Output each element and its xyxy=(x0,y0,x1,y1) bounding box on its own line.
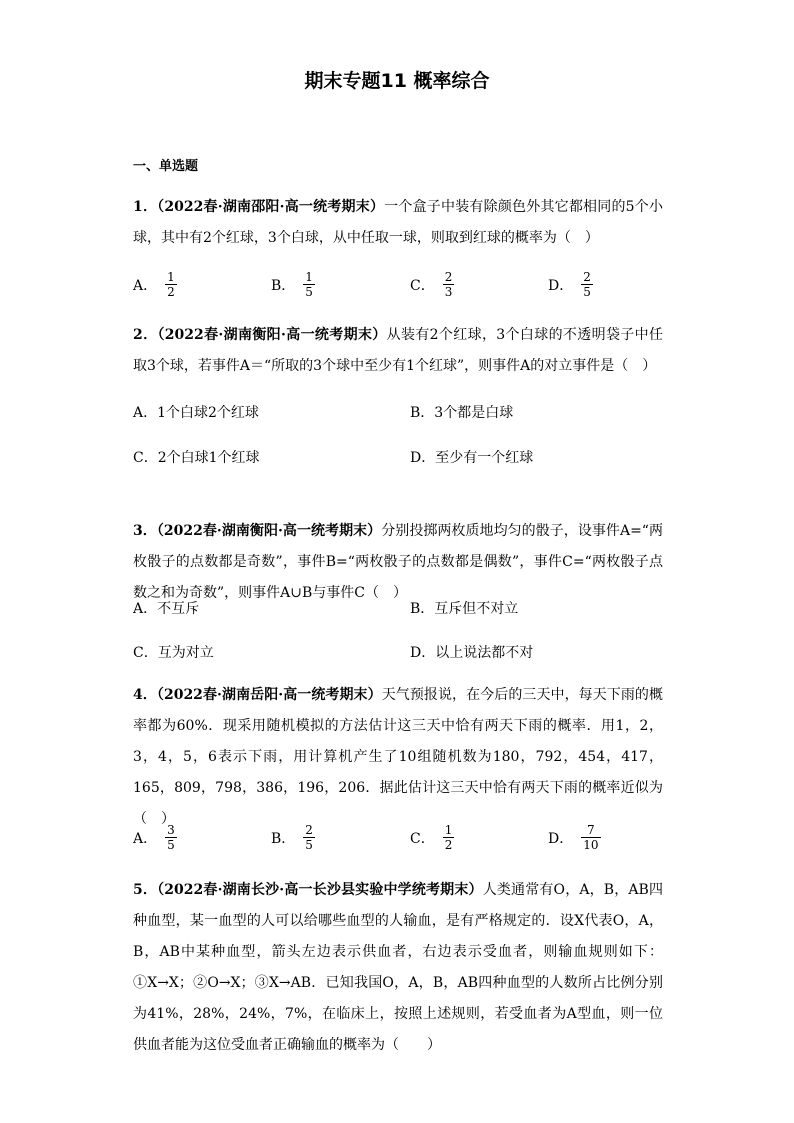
denominator: 2 xyxy=(167,285,175,299)
q1-option-c[interactable] xyxy=(410,270,454,299)
question-2-options xyxy=(133,402,693,472)
fraction xyxy=(165,823,177,852)
q4-option-a[interactable] xyxy=(133,823,177,852)
q3-option-b[interactable]: B．互斥但不对立 xyxy=(410,601,519,617)
q4-option-d[interactable] xyxy=(548,823,601,852)
question-3-number: 3． xyxy=(133,523,157,539)
question-2 xyxy=(133,320,663,382)
numerator: 2 xyxy=(444,270,453,284)
numerator: 7 xyxy=(587,823,595,837)
denominator: 2 xyxy=(444,838,453,852)
numerator: 2 xyxy=(583,270,591,284)
question-4-source: （2022春·湖南岳阳·高一统考期末） xyxy=(156,687,382,703)
question-2-source: （2022春·湖南衡阳·高一统考期末） xyxy=(157,327,387,343)
denominator: 3 xyxy=(444,285,453,299)
q1-option-b[interactable] xyxy=(271,270,315,299)
question-3-options xyxy=(133,598,693,668)
option-label: B． xyxy=(271,830,296,847)
fraction xyxy=(581,270,593,299)
section-heading: 一、单选题 xyxy=(133,159,199,174)
q4-option-c[interactable] xyxy=(410,823,454,852)
question-1-source: （2022春·湖南邵阳·高一统考期末） xyxy=(157,199,385,215)
option-label: D． xyxy=(548,830,574,847)
fraction xyxy=(581,823,600,852)
question-4 xyxy=(133,680,663,835)
q1-option-d[interactable] xyxy=(548,270,593,299)
page-title: 期末专题11 概率综合 xyxy=(304,70,490,92)
question-4-text: 天气预报说，在今后的三天中，每天下雨的概率都为60%．现采用随机模拟的方法估计这三天中恰有两天下雨的概率．用1，2，3，4，5，6表示下雨，用计算机产生了10组随机数为180，792，454，417，165，809，798，386，196，206．据此估计这三天中恰有两天下雨的概率近似为（ ） xyxy=(133,687,664,827)
question-4-options xyxy=(133,823,693,859)
fraction xyxy=(443,270,455,299)
question-3-text: 分别投掷两枚质地均匀的骰子，设事件A=“两枚骰子的点数都是奇数”，事件B=“两枚骰子的点数都是偶数”，事件C=“两枚骰子点数之和为奇数”，则事件A∪B与事件C（ ） xyxy=(133,523,663,601)
q2-option-d[interactable]: D．至少有一个红球 xyxy=(410,450,534,466)
numerator: 1 xyxy=(167,270,175,284)
question-1-text: 一个盒子中装有除颜色外其它都相同的5个小球，其中有2个红球，3个白球，从中任取一球，则取到红球的概率为（ ） xyxy=(133,199,663,246)
q2-option-c[interactable]: C．2个白球1个红球 xyxy=(133,450,260,466)
question-1-options xyxy=(133,270,693,304)
fraction xyxy=(303,270,315,299)
fraction xyxy=(165,270,177,299)
q3-option-c[interactable]: C．互为对立 xyxy=(133,645,214,661)
question-5 xyxy=(133,875,663,1061)
question-5-number: 5． xyxy=(133,882,158,898)
q3-option-a[interactable]: A．不互斥 xyxy=(133,601,200,617)
q2-option-a[interactable]: A．1个白球2个红球 xyxy=(133,405,259,421)
denominator: 5 xyxy=(167,838,175,852)
numerator: 3 xyxy=(167,823,175,837)
question-4-number: 4． xyxy=(133,687,157,703)
fraction xyxy=(303,823,315,852)
q1-option-a[interactable] xyxy=(133,270,177,299)
option-label: C． xyxy=(410,277,435,294)
question-3-source: （2022春·湖南衡阳·高一统考期末） xyxy=(156,523,382,539)
numerator: 1 xyxy=(444,823,453,837)
option-label: A． xyxy=(133,830,158,847)
question-2-number: 2． xyxy=(133,327,158,343)
question-1-number: 1． xyxy=(133,199,158,215)
fraction xyxy=(443,823,455,852)
option-label: D． xyxy=(548,277,574,294)
question-5-text: 人类通常有O，A，B，AB四种血型，某一血型的人可以给哪些血型的人输血，是有严格规定的．设X代表O，A，B，AB中某种血型，箭头左边表示供血者，右边表示受血者，则输血规则如下：①X→X；②O→X；③X→AB．已知我国O，A，B，AB四种血型的人数所占比例分别为41%，28%，24%，7%，在临床上，按照上述规则，若受血者为A型血，则一位供血者能为这位受血者正确输血的概率为（ ） xyxy=(133,882,664,1053)
denominator: 5 xyxy=(583,285,591,299)
question-2-text: 从装有2个红球，3个白球的不透明袋子中任取3个球，若事件A＝“所取的3个球中至少有1个红球”，则事件A的对立事件是（ ） xyxy=(133,327,663,374)
option-label: A． xyxy=(133,277,158,294)
q2-option-b[interactable]: B．3个都是白球 xyxy=(410,405,514,421)
option-label: B． xyxy=(271,277,296,294)
option-label: C． xyxy=(410,830,435,847)
question-5-source: （2022春·湖南长沙·高一长沙县实验中学统考期末） xyxy=(157,882,483,898)
q3-option-d[interactable]: D．以上说法都不对 xyxy=(410,645,534,661)
numerator: 2 xyxy=(305,823,313,837)
question-1 xyxy=(133,192,663,254)
question-3 xyxy=(133,516,663,609)
denominator: 5 xyxy=(305,838,313,852)
numerator: 1 xyxy=(305,270,313,284)
denominator: 5 xyxy=(305,285,313,299)
denominator: 10 xyxy=(583,838,599,852)
q4-option-b[interactable] xyxy=(271,823,315,852)
